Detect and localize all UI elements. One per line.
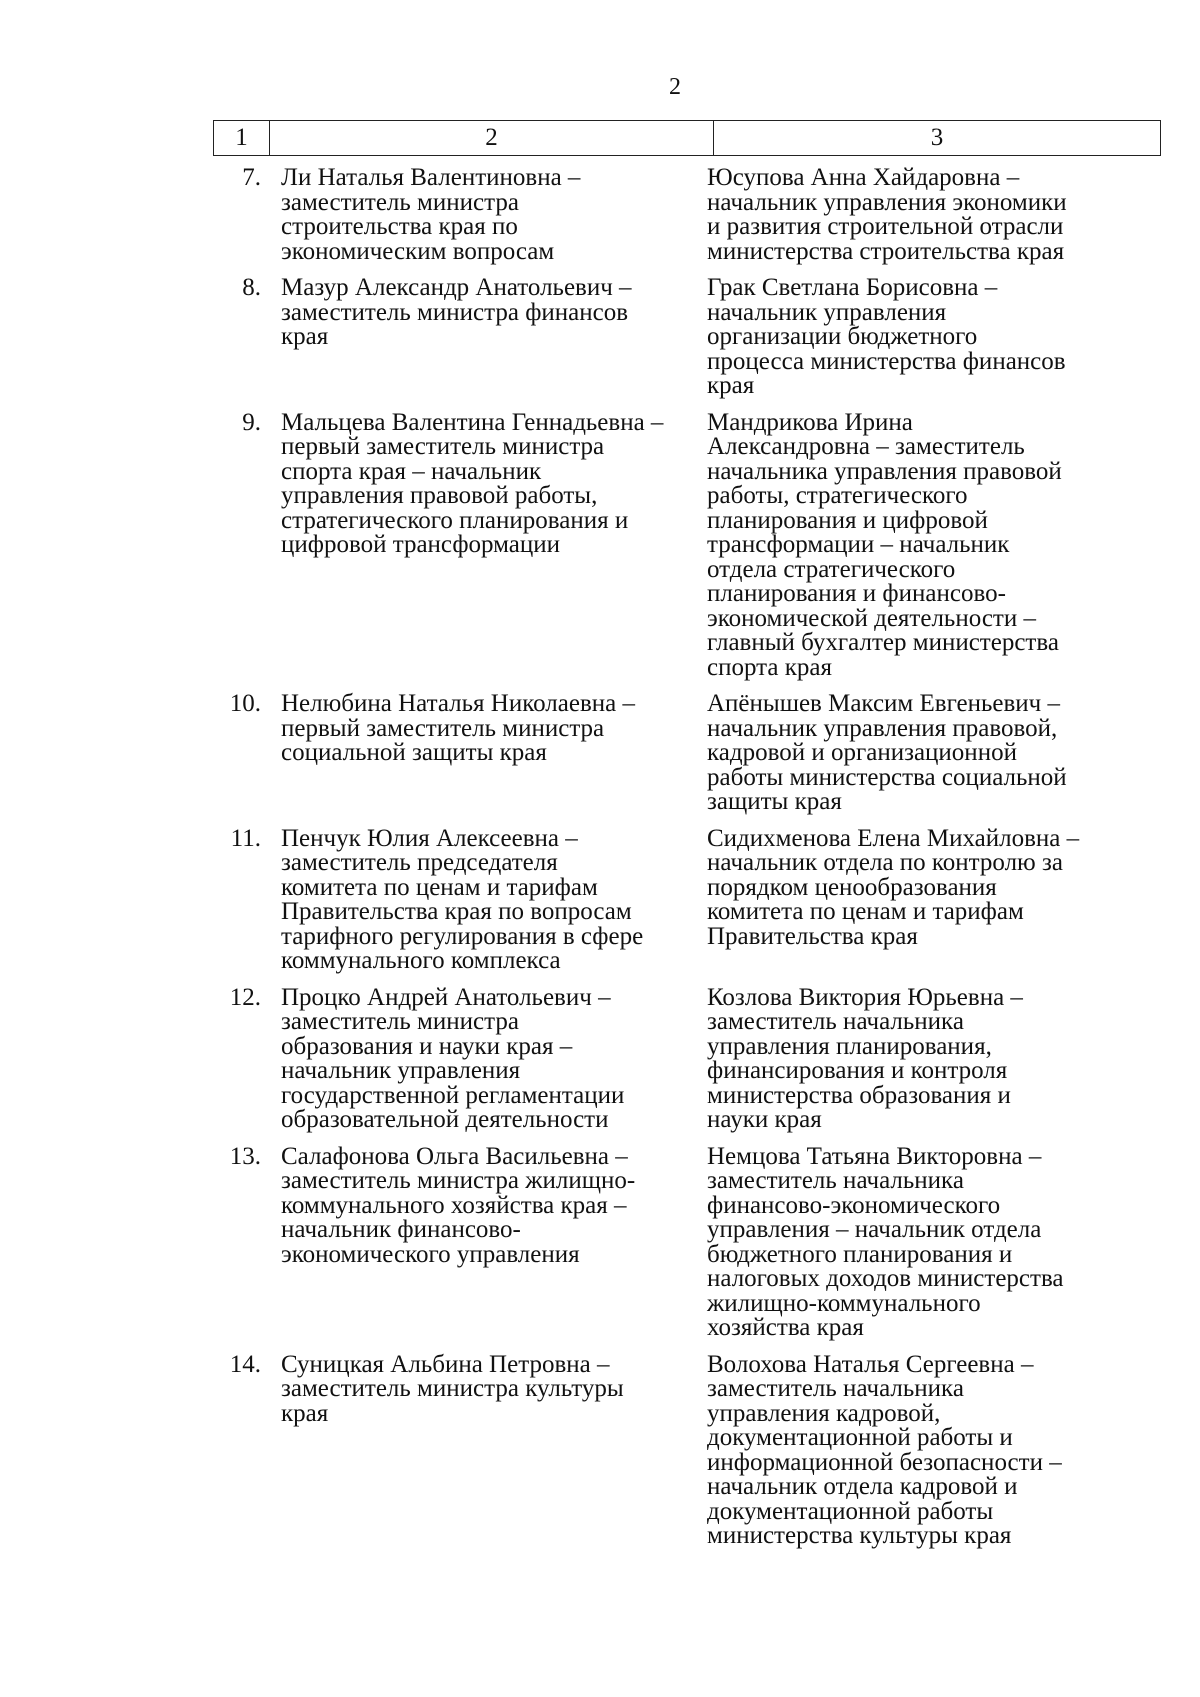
- cell-line: начальник управления: [707, 298, 947, 326]
- cell-line: Грак Светлана Борисовна –: [707, 274, 998, 301]
- responsible-cell: [681, 1350, 1121, 1549]
- row-number: 8.: [242, 274, 261, 301]
- row-number: 10.: [229, 690, 261, 717]
- page-number: 2: [669, 74, 681, 100]
- cell-line: образования и науки края –: [281, 1032, 573, 1060]
- table-row: [213, 1350, 1160, 1549]
- cell-line: начальник управления правовой,: [707, 714, 1058, 742]
- cell-line: жилищно-коммунального: [707, 1289, 981, 1317]
- cell-line: организации бюджетного: [707, 323, 978, 350]
- cell-line: Нелюбина Наталья Николаевна –: [281, 690, 635, 717]
- cell-line: министерства строительства края: [707, 237, 1065, 265]
- row-number: 12.: [229, 983, 261, 1011]
- official-cell: [261, 166, 681, 264]
- table-row: [213, 983, 1160, 1133]
- cell-line: управления кадровой,: [707, 1399, 941, 1427]
- cell-line: планирования и финансово-: [707, 580, 1006, 607]
- cell-line: начальник финансово-: [281, 1216, 521, 1243]
- table-row: [213, 824, 1160, 974]
- row-number: 14.: [229, 1350, 261, 1378]
- responsible-cell: [681, 408, 1121, 681]
- cell-line: тарифного регулирования в сфере: [281, 922, 644, 950]
- cell-line: экономической деятельности –: [707, 604, 1036, 632]
- cell-line: стратегического планирования и: [281, 506, 629, 534]
- cell-line: информационной безопасности –: [707, 1448, 1062, 1476]
- cell-line: первый заместитель министра: [281, 714, 605, 742]
- table-header: [213, 120, 1161, 156]
- cell-line: Козлова Виктория Юрьевна –: [707, 983, 1023, 1011]
- table-row: [213, 408, 1160, 681]
- cell-line: Мальцева Валентина Геннадьевна –: [281, 408, 664, 436]
- row-number: 7.: [242, 164, 261, 191]
- cell-line: Сидихменова Елена Михайловна –: [707, 824, 1080, 852]
- cell-line: заместитель начальника: [707, 1375, 964, 1402]
- cell-line: заместитель председателя: [281, 849, 558, 876]
- table-row: [213, 276, 1160, 399]
- cell-line: заместитель министра: [281, 188, 519, 216]
- cell-line: края: [281, 323, 329, 350]
- cell-line: края: [281, 1399, 329, 1427]
- responsible-cell: [681, 276, 1121, 399]
- responsible-cell: [681, 692, 1121, 815]
- cell-line: коммунального комплекса: [281, 947, 561, 974]
- cell-line: Пенчук Юлия Алексеевна –: [281, 824, 578, 852]
- cell-line: социальной защиты края: [281, 739, 547, 766]
- official-cell: [261, 692, 681, 815]
- cell-line: и развития строительной отрасли: [707, 213, 1064, 240]
- cell-line: защиты края: [707, 788, 842, 815]
- cell-line: заместитель начальника: [707, 1008, 964, 1035]
- cell-line: документационной работы: [707, 1497, 994, 1525]
- cell-line: работы, стратегического: [707, 482, 968, 509]
- cell-line: финансово-экономического: [707, 1191, 1001, 1219]
- cell-line: строительства края по: [281, 213, 518, 240]
- cell-line: документационной работы и: [707, 1424, 1013, 1451]
- responsible-cell: [681, 824, 1121, 974]
- official-cell: [261, 1142, 681, 1341]
- cell-line: спорта края – начальник: [281, 457, 542, 485]
- responsible-cell: [681, 166, 1121, 264]
- cell-line: заместитель начальника: [707, 1167, 964, 1194]
- header-col-1: 1: [214, 121, 270, 156]
- official-cell: [261, 276, 681, 399]
- cell-line: Мандрикова Ирина: [707, 408, 913, 436]
- cell-line: отдела стратегического: [707, 555, 956, 583]
- cell-line: кадровой и организационной: [707, 739, 1017, 766]
- cell-line: заместитель министра жилищно-: [281, 1167, 636, 1194]
- cell-line: Александровна – заместитель: [707, 433, 1025, 460]
- official-cell: [261, 824, 681, 974]
- cell-line: начальник управления: [281, 1057, 521, 1084]
- cell-line: управления планирования,: [707, 1032, 992, 1060]
- header-col-3: 3: [714, 121, 1161, 156]
- cell-line: главный бухгалтер министерства: [707, 629, 1059, 656]
- row-number: 13.: [229, 1142, 261, 1170]
- header-col-2: 2: [270, 121, 714, 156]
- cell-line: бюджетного планирования и: [707, 1240, 1013, 1268]
- cell-line: Салафонова Ольга Васильевна –: [281, 1142, 628, 1170]
- cell-line: Процко Андрей Анатольевич –: [281, 983, 611, 1011]
- responsible-cell: [681, 983, 1121, 1133]
- cell-line: порядком ценообразования: [707, 873, 997, 901]
- cell-line: науки края: [707, 1106, 822, 1133]
- cell-line: государственной регламентации: [281, 1081, 625, 1109]
- cell-line: Правительства края: [707, 922, 918, 950]
- cell-line: заместитель министра: [281, 1008, 519, 1035]
- cell-line: Ли Наталья Валентиновна –: [281, 164, 581, 191]
- table-row: [213, 166, 1160, 264]
- cell-line: Волохова Наталья Сергеевна –: [707, 1350, 1034, 1378]
- cell-line: края: [707, 372, 755, 399]
- table-body: [213, 166, 1160, 1561]
- cell-line: экономического управления: [281, 1240, 580, 1268]
- cell-line: экономическим вопросам: [281, 237, 555, 265]
- cell-line: Правительства края по вопросам: [281, 898, 632, 925]
- table-row: [213, 1142, 1160, 1341]
- cell-line: комитета по ценам и тарифам: [281, 873, 598, 901]
- official-cell: [261, 983, 681, 1133]
- responsible-cell: [681, 1142, 1121, 1341]
- cell-line: министерства культуры края: [707, 1522, 1012, 1549]
- cell-line: Немцова Татьяна Викторовна –: [707, 1142, 1042, 1170]
- cell-line: образовательной деятельности: [281, 1106, 609, 1133]
- cell-line: цифровой трансформации: [281, 531, 561, 558]
- cell-line: управления – начальник отдела: [707, 1216, 1042, 1243]
- cell-line: начальник отдела по контролю за: [707, 849, 1063, 876]
- cell-line: министерства образования и: [707, 1081, 1011, 1109]
- cell-line: хозяйства края: [707, 1314, 864, 1341]
- official-cell: [261, 1350, 681, 1549]
- cell-line: Юсупова Анна Хайдаровна –: [707, 164, 1020, 191]
- cell-line: Апёнышев Максим Евгеньевич –: [707, 690, 1060, 717]
- row-number: 11.: [230, 824, 261, 852]
- cell-line: заместитель министра культуры: [281, 1375, 624, 1402]
- cell-line: налоговых доходов министерства: [707, 1265, 1064, 1292]
- cell-line: трансформации – начальник: [707, 531, 1010, 558]
- official-cell: [261, 408, 681, 681]
- row-number: 9.: [242, 408, 261, 436]
- cell-line: начальник отдела кадровой и: [707, 1473, 1018, 1500]
- cell-line: начальник управления экономики: [707, 188, 1067, 216]
- cell-line: Мазур Александр Анатольевич –: [281, 274, 632, 301]
- cell-line: начальника управления правовой: [707, 457, 1062, 485]
- cell-line: работы министерства социальной: [707, 763, 1067, 791]
- cell-line: планирования и цифровой: [707, 506, 988, 534]
- cell-line: первый заместитель министра: [281, 433, 605, 460]
- cell-line: комитета по ценам и тарифам: [707, 898, 1024, 925]
- cell-line: коммунального хозяйства края –: [281, 1191, 627, 1219]
- cell-line: спорта края: [707, 653, 832, 681]
- cell-line: Суницкая Альбина Петровна –: [281, 1350, 610, 1378]
- cell-line: управления правовой работы,: [281, 482, 598, 509]
- cell-line: финансирования и контроля: [707, 1057, 1008, 1084]
- cell-line: заместитель министра финансов: [281, 298, 629, 326]
- cell-line: процесса министерства финансов: [707, 347, 1066, 375]
- table-row: [213, 692, 1160, 815]
